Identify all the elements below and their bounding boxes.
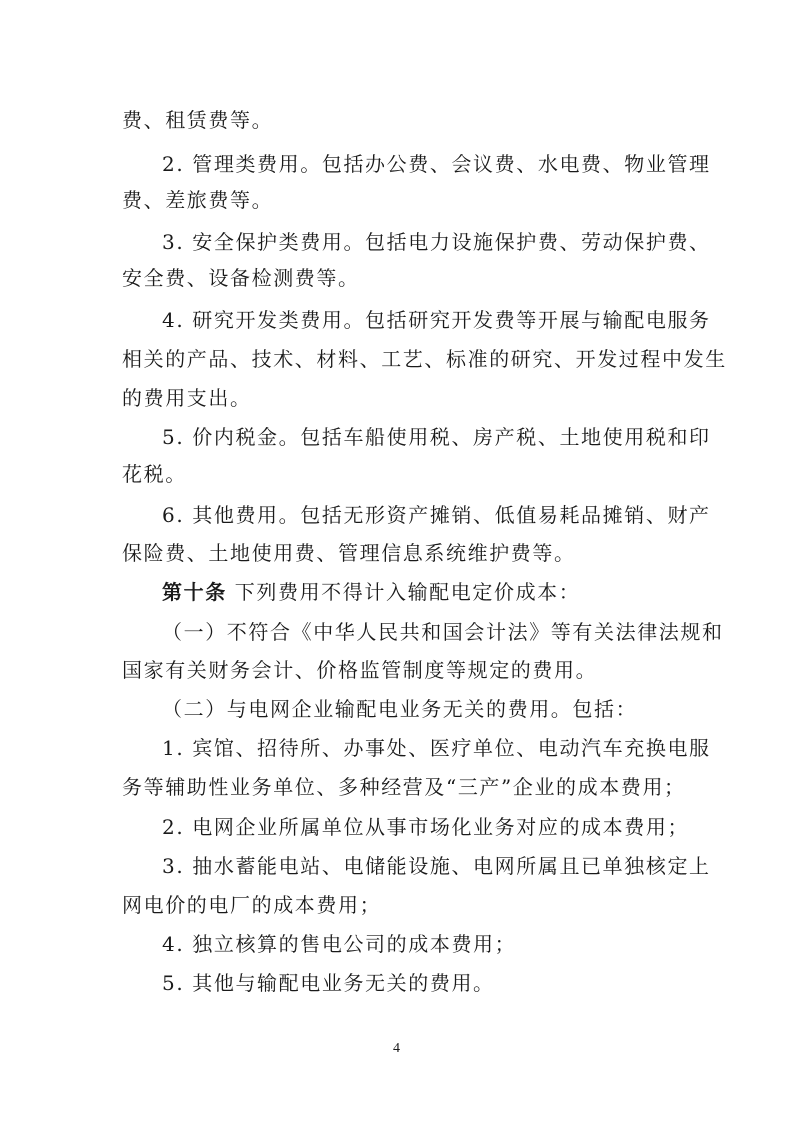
paragraph-line: 3. 抽水蓄能电站、电储能设施、电网所属且已单独核定上 <box>162 854 711 878</box>
paragraph-line: 费、差旅费等。 <box>122 188 274 212</box>
page-number: 4 <box>393 1041 400 1056</box>
paragraph-line: 费、租赁费等。 <box>122 108 274 132</box>
paragraph-line: 4. 独立核算的售电公司的成本费用； <box>162 932 517 956</box>
paragraph-line: （二）与电网企业输配电业务无关的费用。包括： <box>162 697 638 721</box>
paragraph-line: 相关的产品、技术、材料、工艺、标准的研究、开发过程中发生 <box>122 347 727 371</box>
paragraph-line: 1. 宾馆、招待所、办事处、医疗单位、电动汽车充换电服 <box>162 736 711 760</box>
paragraph-line: 保险费、土地使用费、管理信息系统维护费等。 <box>122 541 576 565</box>
paragraph-line: 6. 其他费用。包括无形资产摊销、低值易耗品摊销、财产 <box>162 503 711 527</box>
paragraph-line: 3. 安全保护类费用。包括电力设施保护费、劳动保护费、 <box>162 230 711 254</box>
paragraph-line: 国家有关财务会计、价格监管制度等规定的费用。 <box>122 658 598 682</box>
paragraph-line: 的费用支出。 <box>122 386 252 410</box>
paragraph-line: 4. 研究开发类费用。包括研究开发费等开展与输配电服务 <box>162 308 711 332</box>
article-heading: 第十条 <box>162 580 227 604</box>
paragraph-line: 花税。 <box>122 462 187 486</box>
paragraph-line: 2. 管理类费用。包括办公费、会议费、水电费、物业管理 <box>162 152 711 176</box>
paragraph-line: （一）不符合《中华人民共和国会计法》等有关法律法规和 <box>162 620 724 644</box>
paragraph-line: 网电价的电厂的成本费用； <box>122 893 382 917</box>
paragraph-line: 5. 其他与输配电业务无关的费用。 <box>162 971 495 995</box>
article-text: 下列费用不得计入输配电定价成本： <box>234 580 581 604</box>
paragraph-line: 务等辅助性业务单位、多种经营及“三产”企业的成本费用； <box>122 775 686 799</box>
paragraph-line: 5. 价内税金。包括车船使用税、房产税、土地使用税和印 <box>162 425 711 449</box>
article-ten-line <box>162 580 580 604</box>
paragraph-line: 安全费、设备检测费等。 <box>122 266 360 290</box>
paragraph-line: 2. 电网企业所属单位从事市场化业务对应的成本费用； <box>162 815 690 839</box>
